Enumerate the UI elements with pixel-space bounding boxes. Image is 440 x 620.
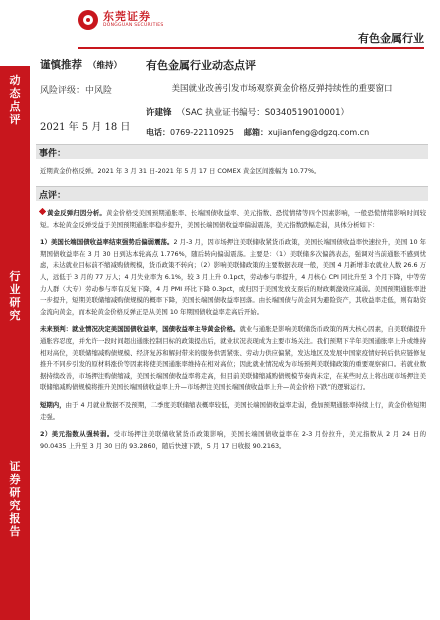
paragraph-attribution: 黄金反弹归因分析。黄金价格受美国预期通胀率、长端国债收益率、美元指数、恐慌情绪等四个因素影响，一般恐慌情绪影响时间较短。本轮黄金反弹受益于美国预期通胀率稳步提升，美国长端国债收益率偏弱震荡，美元指数跌幅走弱，具体分析如下： — [40, 209, 427, 229]
comment-section-header: 点评： — [36, 186, 428, 201]
rating-block — [40, 57, 140, 133]
investment-rating: 谨慎推荐 （维持） — [40, 59, 123, 71]
report-title: 有色金属行业动态点评 — [146, 59, 256, 72]
report-subtitle: 美国就业改善引发市场观察黄金价格反弹持续性的重要窗口 — [171, 84, 393, 94]
sidebar-label-industry-research: 行 业 研 究 — [9, 270, 21, 322]
title-block — [146, 57, 426, 138]
report-date: 2021 年 5 月 18 日 — [40, 122, 131, 133]
risk-rating: 风险评级：中风险 — [40, 86, 113, 96]
analyst-info: 许建锋 （SAC 执业证书编号：S0340519010001） — [146, 108, 349, 118]
sidebar — [0, 66, 30, 620]
paragraph-outlook: 未来预判：就业情况决定美国国债收益率，国债收益率主导黄金价格。就业与通胀是影响美联储货币政策的两大核心因素，自美联储提升通胀容忍度，并允许一段时间超出通胀控制目标的政策提出后，就业状况表现成为主要市场关注。我们预期下半年美国通胀率上升或维持相对高位，美联储缩减购债规模、经济复苏和解封带来的服务供需紧张、劳动力供应偏紧，发达地区及发展中国家疫情好转后供应链修复推升不同步引发的原材料涨价等因素将使美国通胀率维持在相对高位；因此就业情况成为市场预判美联储政策的重要观察窗口。若就业数据持续改善，市场押注购债缩减，美国长端国债收益率将走高，但目前美联储缩减购债规模节奏尚未定，在某些时点上将出现市场押注美联储缩减购债规模将推升美国长端国债收益率上升—市场押注美国长端国债收益率上升—黄金价格下跌”的逻辑运行。 — [40, 325, 427, 392]
diamond-bullet-icon — [39, 208, 46, 215]
sidebar-label-securities-report: 证 券 研 究 报 告 — [9, 460, 21, 538]
comment-body — [40, 208, 426, 458]
industry-label: 有色金属行业 — [358, 32, 424, 45]
event-section-header: 事件： — [36, 144, 428, 159]
logo-cn-text: 东莞证券 — [103, 10, 151, 23]
logo-en-text: DONGGUAN SECURITIES — [103, 23, 164, 28]
paragraph-bond-yield: 1）美国长端国债收益率结束强势后偏弱震荡。2 月-3 月，因市场押注美联储收紧货币政策，美国长端国债收益率快速拉升，美国 10 年期国债收益率在 3 月 30 日到达本轮高点 1.776%，随后转向偏弱震荡。主要是：（1）美联储多次偏鸽表态，强调对当前通胀不感到忧虑，未达就业目标前不缩减购债规模，货币政策不转向；（2）影响美联储政策的主要数据表现一般，美国 4 月新增非农就业人数 26.6 万人，远低于 3 月的 77 万人；4 月失业率为 6.1%，较 3 月上升 0.1pct，劳动参与率提升，4 月核心 CPI 同比升至 3 个月下降，中等劳力人群（大专）劳动参与率有反复下降，4 月 PMI 环比下降 0.3pct，或归因于美国发放支票后的财政刺激效应减弱。美国预期通胀率进一步提升，短期美联储缩减购债规模的概率下降，美国长端国债收益率回落。由长端国债与黄金同为避险资产，其收益率走低，则有助资金流向黄金，而本轮黄金价格反弹正是从美国 10 年期国债收益率走高后开始。 — [40, 238, 426, 316]
analyst-contact: 电话：0769-22110925 邮箱：xujianfeng@dgzq.com.cn — [146, 128, 370, 137]
paragraph-short-term: 短期内，由于 4 月就业数据不及预期，二季度美联储缩表概率较低，美国长端国债收益率走弱，叠加预期通胀率持续上行，黄金价格短期走强。 — [40, 400, 426, 421]
sidebar-label-report-type: 动 态 点 评 — [9, 74, 21, 126]
event-text: 近期黄金价格反弹。2021 年 3 月 31 日-2021 年 5 月 17 日 COMEX 黄金区间涨幅为 10.77%。 — [40, 167, 321, 175]
paragraph-dollar-index: 2）美元指数从强转弱。受市场押注美联储收紧货币政策影响，美国长端国债收益率在 2-3 月份拉升，美元指数从 2 月 24 日的 90.0435 上升至 3 月 30 日的 93.2860，随后快速下跌，5 月 17 日收报 90.2163。 — [40, 430, 426, 450]
company-logo — [78, 10, 164, 30]
page-header — [0, 0, 440, 52]
header-divider — [78, 47, 424, 49]
logo-icon — [78, 10, 98, 30]
